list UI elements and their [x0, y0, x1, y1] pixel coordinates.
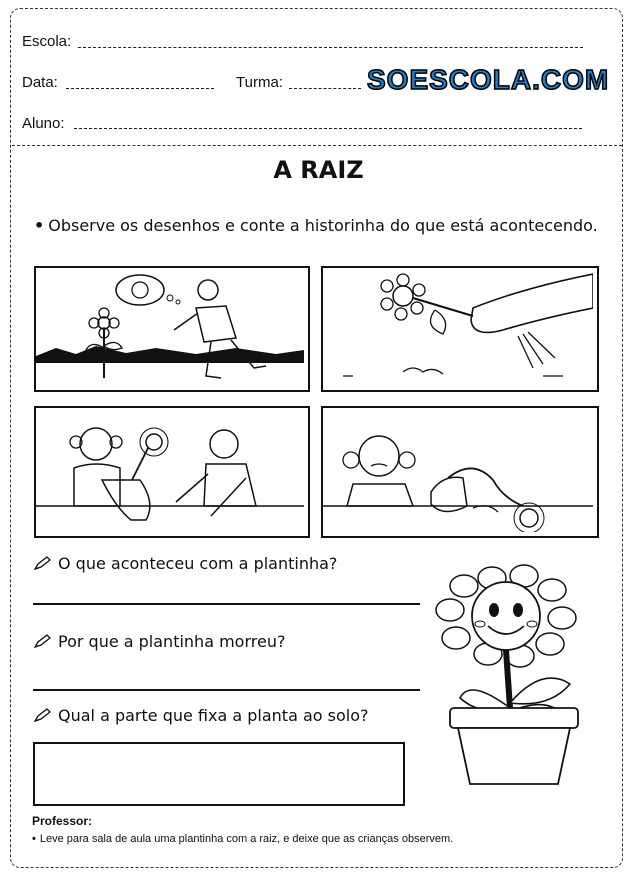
instruction: [34, 216, 598, 235]
question-3-text: Qual a parte que fixa a planta ao solo?: [58, 706, 369, 725]
answer-2-line[interactable]: [33, 689, 420, 691]
page-title: A RAIZ: [273, 156, 364, 184]
date-field[interactable]: [66, 88, 214, 89]
story-panel-3: [34, 406, 310, 538]
teacher-label: Professor:: [32, 814, 93, 828]
question-2-text: Por que a plantinha morreu?: [58, 632, 286, 651]
panel-1-illustration: [36, 268, 304, 386]
pencil-icon: [34, 708, 52, 722]
pencil-icon: [34, 634, 52, 648]
student-field[interactable]: [74, 128, 582, 129]
question-1-text: O que aconteceu com a plantinha?: [58, 554, 338, 573]
school-field[interactable]: [78, 47, 583, 48]
flower-pot-illustration: [430, 558, 600, 790]
teacher-note-text: Leve para sala de aula uma plantinha com a raiz, e deixe que as crianças observem.: [39, 833, 454, 845]
instruction-text: Observe os desenhos e conte a historinha do que está acontecendo.: [48, 216, 598, 235]
class-label: Turma:: [236, 74, 283, 91]
teacher-note: [32, 833, 453, 845]
class-field[interactable]: [289, 88, 361, 89]
teacher-note-bullet: •: [32, 833, 36, 845]
story-panel-2: [321, 266, 599, 392]
date-label: Data:: [22, 74, 58, 91]
question-3: [34, 706, 369, 725]
question-2: [34, 632, 285, 651]
panel-4-illustration: [323, 408, 593, 532]
pencil-icon: [34, 556, 52, 570]
question-1: [34, 554, 337, 573]
student-label: Aluno:: [22, 115, 65, 132]
site-logo: SOESCOLA.COM: [367, 64, 610, 95]
school-label: Escola:: [22, 33, 72, 50]
panel-3-illustration: [36, 408, 304, 532]
answer-1-line[interactable]: [33, 603, 420, 605]
answer-3-box[interactable]: [33, 742, 405, 806]
story-panel-1: [34, 266, 310, 392]
panel-2-illustration: [323, 268, 593, 386]
header-separator: [12, 145, 622, 146]
instruction-bullet: •: [34, 216, 45, 235]
story-panel-4: [321, 406, 599, 538]
